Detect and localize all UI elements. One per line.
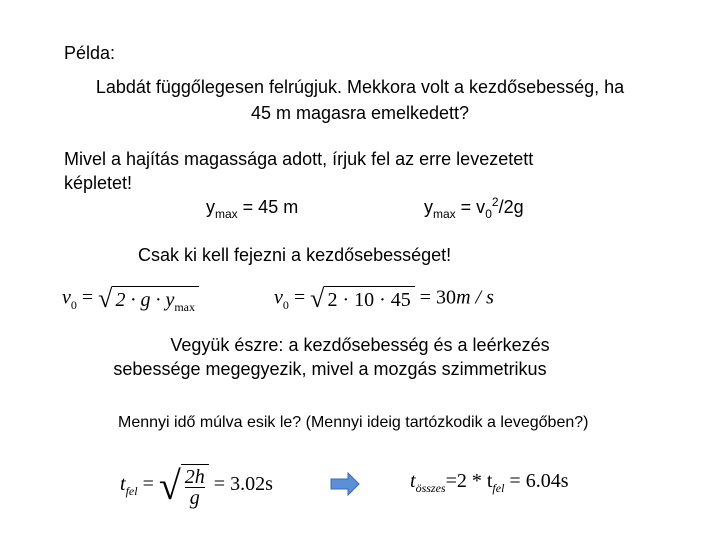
eq3-lhs: t bbox=[120, 473, 126, 496]
eq2-lhs: v bbox=[274, 286, 283, 309]
ymax-number: = 45 m bbox=[237, 197, 299, 217]
explain-line-2: képletet! bbox=[64, 173, 133, 193]
eq4-lhs-sub: összes bbox=[415, 481, 446, 495]
sqrt-icon: √ bbox=[98, 284, 113, 313]
eq1-lhs-sub: 0 bbox=[70, 297, 77, 312]
eq2-result: = 30 bbox=[419, 286, 457, 309]
problem-line-2: 45 m magasra emelkedett? bbox=[250, 103, 470, 123]
equation-tfel bbox=[120, 462, 273, 509]
eq2-radicand: 2 · 10 · 45 bbox=[324, 286, 414, 312]
formula-y-sub: max bbox=[433, 207, 456, 221]
eq3-fraction bbox=[181, 464, 209, 508]
arrow-right-icon bbox=[330, 471, 360, 497]
eq2-unit: m / s bbox=[456, 286, 494, 309]
eq1-equals: = bbox=[81, 286, 94, 309]
formula-rest: /2g bbox=[498, 197, 524, 217]
eq3-denominator: g bbox=[189, 486, 200, 509]
sqrt-icon: √ bbox=[158, 463, 181, 508]
note-line-1: Vegyük észre: a kezdősebesség és a leérkezés bbox=[170, 335, 550, 355]
formula-sup: 2 bbox=[491, 195, 499, 209]
express-text: Csak ki kell fejezni a kezdősebességet! bbox=[138, 245, 452, 265]
formula-v-sub: 0 bbox=[485, 207, 492, 221]
note-line-2: sebessége megegyezik, mivel a mozgás szimmetrikus bbox=[113, 359, 547, 379]
eq4-rhs-sub: fel bbox=[492, 481, 505, 495]
eq4-rhs: =2 * t bbox=[445, 470, 493, 492]
ymax-label: y bbox=[206, 197, 215, 217]
equation-tosszes bbox=[410, 470, 568, 493]
eq2-equals: = bbox=[293, 286, 306, 309]
formula-y: y bbox=[424, 197, 433, 217]
question-text: Mennyi idő múlva esik le? (Mennyi ideig tartózkodik a levegőben?) bbox=[118, 414, 589, 431]
slide-title: Példa: bbox=[64, 43, 116, 63]
eq4-lhs: t bbox=[410, 470, 416, 492]
sqrt-icon: √ bbox=[310, 284, 325, 313]
ymax-formula bbox=[424, 196, 524, 220]
eq3-result: = 3.02s bbox=[213, 473, 273, 496]
equation-v0-numeric bbox=[274, 284, 494, 314]
eq3-lhs-sub: fel bbox=[125, 484, 138, 499]
formula-eq: = v bbox=[455, 197, 486, 217]
equation-v0-general bbox=[62, 284, 199, 314]
eq3-numerator: 2h bbox=[184, 465, 205, 488]
ymax-sub: max bbox=[215, 207, 238, 221]
eq3-equals: = bbox=[142, 473, 154, 496]
explain-line-1: Mivel a hajítás magassága adott, írjuk fel az erre levezetett bbox=[64, 149, 534, 169]
problem-line-1: Labdát függőlegesen felrúgjuk. Mekkora volt a kezdősebesség, ha bbox=[95, 77, 625, 97]
eq4-result: = 6.04s bbox=[509, 470, 569, 492]
eq2-lhs-sub: 0 bbox=[282, 297, 289, 312]
ymax-value bbox=[206, 196, 298, 220]
eq1-lhs: v bbox=[62, 286, 71, 309]
eq1-radicand: $2 \cdot g \cdot y_{max}$ bbox=[112, 286, 199, 312]
